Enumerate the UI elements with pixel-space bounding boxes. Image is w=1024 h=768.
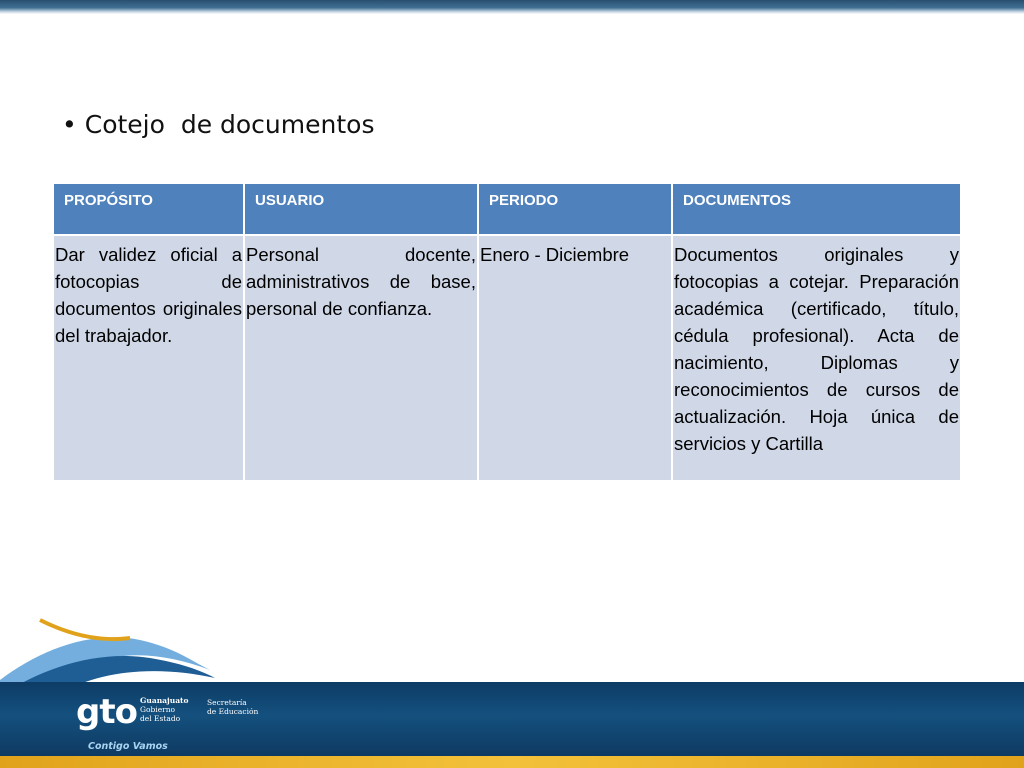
slogan: Contigo Vamos — [88, 741, 168, 752]
table-row — [53, 235, 961, 481]
cell-usuario: Personal docente, administrativos de base, personal de confianza. — [244, 235, 478, 481]
footer-gold-stripe — [0, 756, 1024, 768]
secretariat-line: Secretaría — [207, 698, 247, 707]
government-line: del Estado — [140, 714, 181, 723]
bullet-icon: • — [62, 110, 77, 139]
footer-banner — [0, 600, 1024, 768]
table-header-row — [53, 183, 961, 235]
heading-text: Cotejo de documentos — [84, 110, 375, 139]
government-line: Guanajuato — [140, 696, 189, 705]
cell-proposito: Dar validez oficial a fotocopias de documentos originales del trabajador. — [53, 235, 244, 481]
slide-heading — [62, 110, 374, 139]
government-label — [140, 696, 210, 723]
secretariat-line: de Educación — [207, 707, 259, 716]
cell-documentos: Documentos originales y fotocopias a cotejar. Preparación académica (certificado, título, cédula profesional). Acta de nacimiento, Diplomas y reconocimientos de cursos de actualización. Hoja única de servicios y Cartilla — [672, 235, 961, 481]
documents-table — [52, 182, 962, 482]
cell-periodo: Enero - Diciembre — [478, 235, 672, 481]
header-proposito: PROPÓSITO — [53, 183, 244, 235]
header-usuario: USUARIO — [244, 183, 478, 235]
gto-logo: gto — [76, 692, 137, 732]
government-line: Gobierno — [140, 705, 176, 714]
header-periodo: PERIODO — [478, 183, 672, 235]
header-documentos: DOCUMENTOS — [672, 183, 961, 235]
secretariat-label — [207, 698, 287, 716]
top-decorative-bar — [0, 0, 1024, 14]
